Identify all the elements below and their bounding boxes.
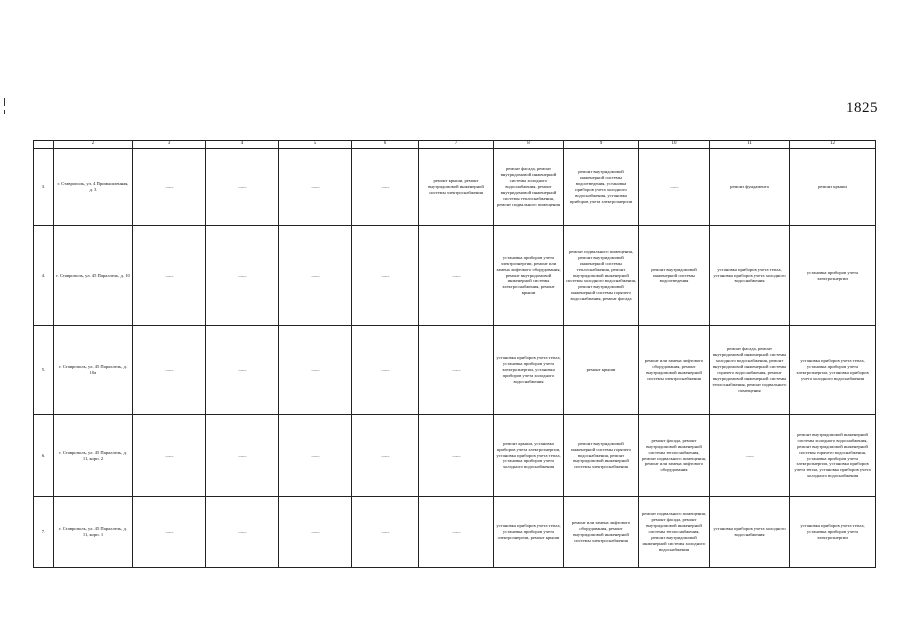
table-cell: ремонт внутридомовой инженерной системы холодного водоснабжения, ремонт внутридомовой инженерной системы горячего водоснабжения, установка приборов учета электроэнергии, установка приборов учета тепла, установка приборов учета холодного водоснабжения bbox=[790, 415, 876, 497]
header-cell bbox=[34, 141, 54, 149]
table-cell: —— bbox=[133, 326, 206, 415]
table-cell: установка приборов учета электроэнергии bbox=[790, 226, 876, 326]
table-row bbox=[34, 415, 876, 497]
table-row bbox=[34, 497, 876, 568]
table-cell: —— bbox=[206, 149, 279, 226]
table-cell: ремонт или замена лифтового оборудования, ремонт внутридомовой инженерной системы электроснабжения bbox=[564, 497, 639, 568]
row-number: 5. bbox=[34, 326, 54, 415]
row-number: 3. bbox=[34, 149, 54, 226]
table-cell: установка приборов учета тепла, установка приборов учета электроэнергии, установка приборов учета холодного водоснабжения bbox=[494, 326, 564, 415]
address-cell: г. Ставрополь, ул. 45 Параллель, д. 11, корп. 1 bbox=[54, 497, 133, 568]
table-cell: ремонт подвального помещения, ремонт фасада, ремонт внутридомовой инженерной системы теплоснабжения, ремонт внутридомовой инженерной системы холодного водоснабжения bbox=[639, 497, 710, 568]
table-cell: установка приборов учета тепла, установка приборов учета электроэнергии, ремонт крыши bbox=[494, 497, 564, 568]
table-cell: —— bbox=[352, 226, 419, 326]
header-cell: 3 bbox=[133, 141, 206, 149]
header-cell: 2 bbox=[54, 141, 133, 149]
table-cell: —— bbox=[352, 326, 419, 415]
table-cell: —— bbox=[352, 497, 419, 568]
table-cell: —— bbox=[279, 497, 352, 568]
table-cell: установка приборов учета тепла, установка приборов учета холодного водоснабжения bbox=[710, 226, 790, 326]
table-cell: —— bbox=[133, 226, 206, 326]
table-cell: установка приборов учета тепла, установка приборов учета электроэнергии, установка приборов учета холодного водоснабжения bbox=[790, 326, 876, 415]
table-cell: —— bbox=[206, 226, 279, 326]
table-cell: установка приборов учета электроэнергии, ремонт или замена лифтового оборудования, ремонт внутридомовой инженерной системы электроснабжения, ремонт крыши bbox=[494, 226, 564, 326]
table-cell: —— bbox=[206, 497, 279, 568]
table-cell: ремонт фасада, ремонт внутридомовой инженерной системы теплоснабжения, ремонт подвального помещения, ремонт или замена лифтового оборудования bbox=[639, 415, 710, 497]
table-cell: —— bbox=[419, 415, 494, 497]
table-cell: ремонт или замена лифтового оборудования, ремонт внутридомовой инженерной системы электроснабжения bbox=[639, 326, 710, 415]
address-cell: г. Ставрополь, ул. 45 Параллель, д. 10а bbox=[54, 326, 133, 415]
table-cell: ремонт внутридомовой инженерной системы водоотведения, установка приборов учета холодного водоснабжения, установка приборов учета электроэнергии bbox=[564, 149, 639, 226]
header-cell: 12 bbox=[790, 141, 876, 149]
table-cell: установка приборов учета тепла, установка приборов учета электроэнергии bbox=[790, 497, 876, 568]
table-cell: —— bbox=[279, 326, 352, 415]
table-cell: —— bbox=[419, 226, 494, 326]
header-cell: 6 bbox=[352, 141, 419, 149]
table-cell: —— bbox=[419, 326, 494, 415]
table-cell: ремонт крыши, установка приборов учета электроэнергии, установка приборов учета тепла, установка приборов учета холодного водоснабжения bbox=[494, 415, 564, 497]
header-cell: 5 bbox=[279, 141, 352, 149]
table-cell: —— bbox=[710, 415, 790, 497]
table-row bbox=[34, 326, 876, 415]
table-cell: —— bbox=[133, 149, 206, 226]
header-cell: 7 bbox=[419, 141, 494, 149]
table-cell: ремонт подвального помещения, ремонт внутридомовой инженерной системы теплоснабжения, ремонт внутридомовой инженерной системы холодного водоснабжения, ремонт внутридомовой инженерной системы горячего водоснабжения, ремонт фасада bbox=[564, 226, 639, 326]
header-cell: 4 bbox=[206, 141, 279, 149]
address-cell: г. Ставрополь, ул. 4 Промышленная, д. 3 bbox=[54, 149, 133, 226]
table-cell: установка приборов учета холодного водоснабжения bbox=[710, 497, 790, 568]
table-cell: —— bbox=[133, 497, 206, 568]
table-cell: —— bbox=[352, 149, 419, 226]
table-cell: —— bbox=[279, 415, 352, 497]
repair-schedule-table bbox=[33, 140, 876, 568]
header-cell: 8 bbox=[494, 141, 564, 149]
table-cell: ремонт крыши bbox=[790, 149, 876, 226]
table-row bbox=[34, 149, 876, 226]
margin-mark bbox=[4, 110, 5, 114]
table-cell: —— bbox=[206, 415, 279, 497]
table-cell: —— bbox=[352, 415, 419, 497]
table-cell: —— bbox=[279, 226, 352, 326]
table-cell: —— bbox=[279, 149, 352, 226]
table-cell: ремонт фасада, ремонт внутридомовой инженерной системы холодного водоснабжения, ремонт внутридомовой инженерной системы теплоснабжения, ремонт подвального помещения bbox=[494, 149, 564, 226]
table-cell: —— bbox=[639, 149, 710, 226]
table-cell: ремонт внутридомовой инженерной системы водоотведения bbox=[639, 226, 710, 326]
margin-mark bbox=[4, 98, 5, 106]
table-cell: ремонт крыши bbox=[564, 326, 639, 415]
row-number: 6. bbox=[34, 415, 54, 497]
header-cell: 11 bbox=[710, 141, 790, 149]
table-cell: —— bbox=[206, 326, 279, 415]
table-cell: ремонт крыши, ремонт внутридомовой инженерной системы электроснабжения bbox=[419, 149, 494, 226]
row-number: 7. bbox=[34, 497, 54, 568]
header-row bbox=[34, 141, 876, 149]
page-number: 1825 bbox=[846, 100, 878, 116]
table-cell: —— bbox=[133, 415, 206, 497]
table-cell: —— bbox=[419, 497, 494, 568]
table-cell: ремонт фундамента bbox=[710, 149, 790, 226]
table-cell: ремонт фасада, ремонт внутридомовой инженерной системы холодного водоснабжения, ремонт внутридомовой инженерной системы горячего водоснабжения, ремонт внутридомовой инженерной системы теплоснабжения, ремонт подвального помещения bbox=[710, 326, 790, 415]
row-number: 4. bbox=[34, 226, 54, 326]
table-row bbox=[34, 226, 876, 326]
address-cell: г. Ставрополь, ул. 45 Параллель, д. 10 bbox=[54, 226, 133, 326]
address-cell: г. Ставрополь, ул. 45 Параллель, д. 11, корп. 2 bbox=[54, 415, 133, 497]
header-cell: 9 bbox=[564, 141, 639, 149]
table-cell: ремонт внутридомовой инженерной системы горячего водоснабжения, ремонт внутридомовой инженерной системы электроснабжения bbox=[564, 415, 639, 497]
header-cell: 10 bbox=[639, 141, 710, 149]
